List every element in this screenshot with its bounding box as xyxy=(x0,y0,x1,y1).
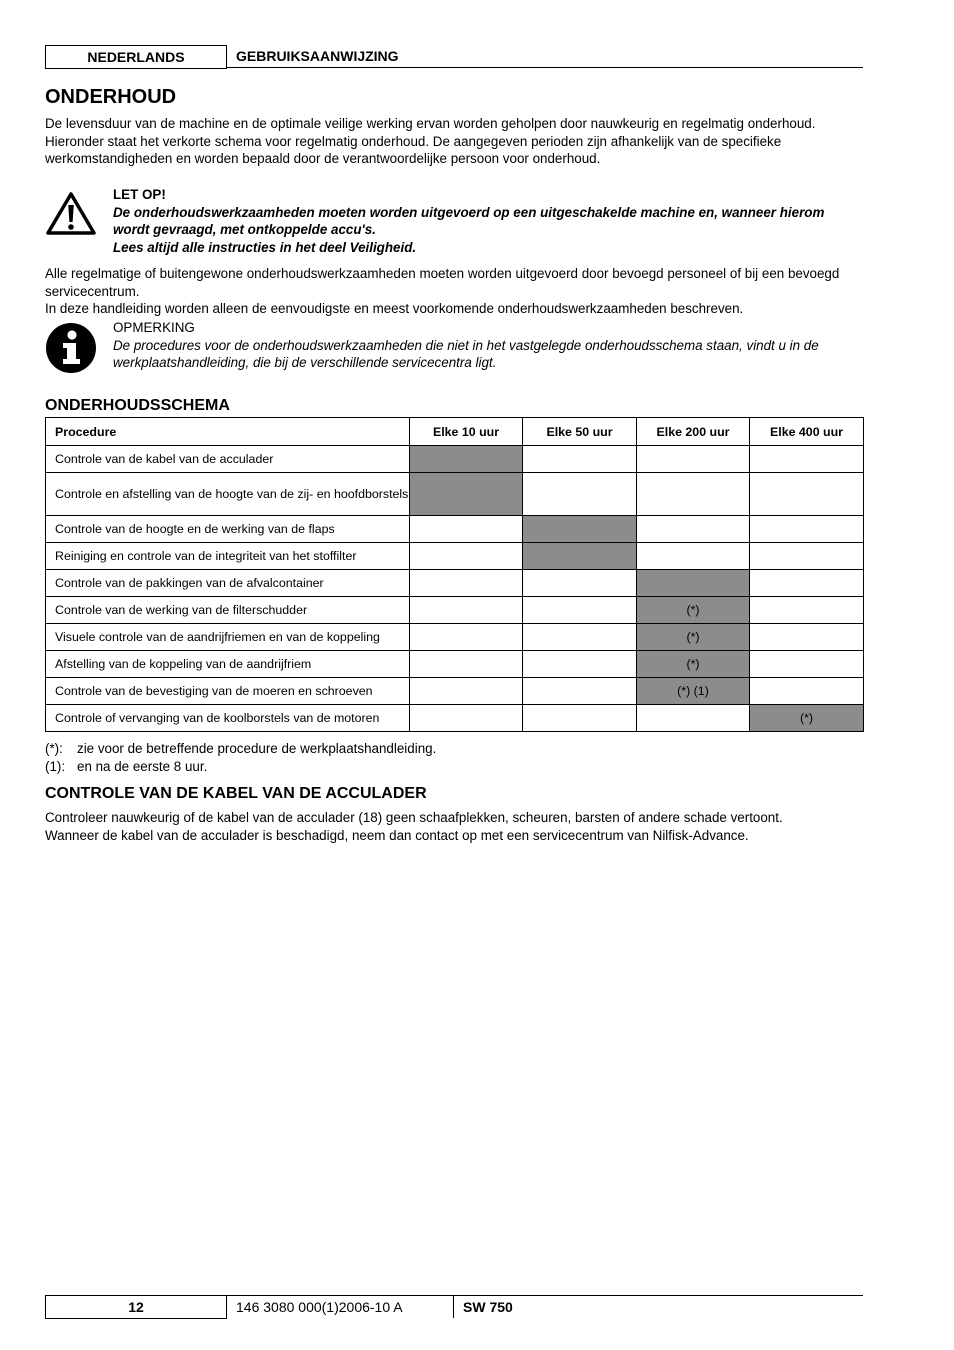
remark-heading: OPMERKING xyxy=(113,320,195,335)
interval-cell-active: (*) xyxy=(637,651,750,678)
interval-cell xyxy=(750,543,864,570)
column-header: Elke 50 uur xyxy=(523,418,637,446)
header-title: GEBRUIKSAANWIJZING xyxy=(236,48,399,64)
footer-separator xyxy=(453,1296,454,1318)
interval-cell xyxy=(750,516,864,543)
interval-cell-active xyxy=(637,570,750,597)
interval-cell xyxy=(637,446,750,473)
interval-cell xyxy=(637,705,750,732)
interval-cell xyxy=(750,651,864,678)
note-key: (1): xyxy=(45,758,66,774)
table-row xyxy=(46,543,864,570)
interval-cell xyxy=(750,446,864,473)
interval-cell xyxy=(750,624,864,651)
note-text: zie voor de betreffende procedure de werkplaatshandleiding. xyxy=(77,741,437,756)
interval-cell xyxy=(523,446,637,473)
interval-cell-active xyxy=(410,473,523,516)
charger-text xyxy=(45,809,865,844)
footer-doc-code: 146 3080 000(1)2006-10 A xyxy=(236,1299,403,1315)
schedule-note xyxy=(45,758,865,776)
body-paragraph: Alle regelmatige of buitengewone onderhoudswerkzaamheden moeten worden uitgevoerd door bevoegd personeel of bij een bevoegd servicecentrum. xyxy=(45,266,840,299)
interval-cell-active xyxy=(523,543,637,570)
schedule-title: ONDERHOUDSSCHEMA xyxy=(45,397,230,414)
page-header xyxy=(45,45,863,69)
maintenance-schedule-table xyxy=(45,417,864,732)
interval-cell xyxy=(523,624,637,651)
procedure-cell: Controle van de kabel van de acculader xyxy=(46,446,410,473)
procedure-cell: Afstelling van de koppeling van de aandrijfriem xyxy=(46,651,410,678)
warning-triangle-icon xyxy=(45,191,97,236)
table-header-row xyxy=(46,418,864,446)
note-key: (*): xyxy=(45,741,63,756)
interval-cell xyxy=(750,678,864,705)
interval-cell xyxy=(523,651,637,678)
warning-line: De onderhoudswerkzaamheden moeten worden uitgevoerd op een uitgeschakelde machine en, wanneer hierom wordt gevraagd, met ontkoppelde accu's. xyxy=(113,204,825,237)
footer-model: SW 750 xyxy=(463,1299,513,1315)
warning-line: Lees altijd alle instructies in het deel Veiligheid. xyxy=(113,239,417,255)
procedure-cell: Controle van de hoogte en de werking van de flaps xyxy=(46,516,410,543)
interval-cell xyxy=(410,705,523,732)
interval-cell-active: (*) xyxy=(637,624,750,651)
procedure-cell: Controle van de werking van de filterschudder xyxy=(46,597,410,624)
table-row xyxy=(46,473,864,516)
table-row xyxy=(46,597,864,624)
interval-cell-active: (*) xyxy=(637,597,750,624)
interval-cell xyxy=(523,473,637,516)
interval-cell xyxy=(410,651,523,678)
procedure-cell: Reiniging en controle van de integriteit van het stoffilter xyxy=(46,543,410,570)
remark-note xyxy=(113,319,863,372)
intro-text xyxy=(45,115,865,168)
interval-cell-active xyxy=(410,446,523,473)
intro-paragraph: Hieronder staat het verkorte schema voor regelmatig onderhoud. De aangegeven perioden zijn afhankelijk van de specifieke werkomstandigheden en worden bepaald door de verantwoordelijke persoon voor onderhoud. xyxy=(45,133,782,166)
footer-page-number: 12 xyxy=(45,1295,227,1319)
body-paragraph: In deze handleiding worden alleen de eenvoudigste en meest voorkomende onderhoudswerkzaamheden beschreven. xyxy=(45,301,744,316)
intro-paragraph: De levensduur van de machine en de optimale veilige werking ervan worden geholpen door nauwkeurig en regelmatig onderhoud. xyxy=(45,116,816,131)
info-icon xyxy=(45,322,97,374)
note-text: en na de eerste 8 uur. xyxy=(77,758,208,774)
procedure-cell: Controle of vervanging van de koolborstels van de motoren xyxy=(46,705,410,732)
section-title: ONDERHOUD xyxy=(45,86,177,108)
column-header: Elke 10 uur xyxy=(410,418,523,446)
table-row xyxy=(46,678,864,705)
procedure-cell: Controle van de bevestiging van de moeren en schroeven xyxy=(46,678,410,705)
charger-title: CONTROLE VAN DE KABEL VAN DE ACCULADER xyxy=(45,785,427,802)
warning-note xyxy=(113,186,863,256)
table-row xyxy=(46,570,864,597)
remark-text: De procedures voor de onderhoudswerkzaamheden die niet in het vastgelegde onderhoudsschema staan, vindt u in de werkplaatshandleiding, die bij de verschillende servicecentra ligt. xyxy=(113,337,819,370)
warning-heading: LET OP! xyxy=(113,187,166,202)
schedule-note xyxy=(45,740,865,758)
interval-cell-active: (*) xyxy=(750,705,864,732)
interval-cell xyxy=(523,570,637,597)
table-row xyxy=(46,651,864,678)
header-rule xyxy=(227,67,863,68)
footer-rule xyxy=(227,1295,863,1296)
interval-cell xyxy=(410,624,523,651)
procedure-cell: Visuele controle van de aandrijfriemen en van de koppeling xyxy=(46,624,410,651)
interval-cell xyxy=(410,516,523,543)
interval-cell xyxy=(523,705,637,732)
column-header: Elke 400 uur xyxy=(750,418,864,446)
body-text xyxy=(45,265,865,318)
page-footer xyxy=(45,1295,863,1319)
table-row xyxy=(46,705,864,732)
interval-cell xyxy=(410,570,523,597)
procedure-cell: Controle van de pakkingen van de afvalcontainer xyxy=(46,570,410,597)
interval-cell xyxy=(637,473,750,516)
interval-cell xyxy=(410,678,523,705)
schedule-notes xyxy=(45,740,865,775)
interval-cell xyxy=(637,543,750,570)
header-language: NEDERLANDS xyxy=(45,45,227,69)
interval-cell-active: (*) (1) xyxy=(637,678,750,705)
interval-cell-active xyxy=(523,516,637,543)
charger-paragraph: Wanneer de kabel van de acculader is beschadigd, neem dan contact op met een servicecentrum van Nilfisk-Advance. xyxy=(45,827,749,843)
column-header: Procedure xyxy=(46,418,410,446)
interval-cell xyxy=(750,597,864,624)
interval-cell xyxy=(637,516,750,543)
interval-cell xyxy=(410,543,523,570)
interval-cell xyxy=(750,570,864,597)
table-row xyxy=(46,624,864,651)
interval-cell xyxy=(410,597,523,624)
charger-paragraph: Controleer nauwkeurig of de kabel van de acculader (18) geen schaafplekken, scheuren, barsten of andere schade vertoont. xyxy=(45,810,783,825)
procedure-cell: Controle en afstelling van de hoogte van de zij- en hoofdborstels xyxy=(46,473,410,516)
interval-cell xyxy=(523,597,637,624)
table-row xyxy=(46,516,864,543)
interval-cell xyxy=(750,473,864,516)
column-header: Elke 200 uur xyxy=(637,418,750,446)
table-row xyxy=(46,446,864,473)
interval-cell xyxy=(523,678,637,705)
